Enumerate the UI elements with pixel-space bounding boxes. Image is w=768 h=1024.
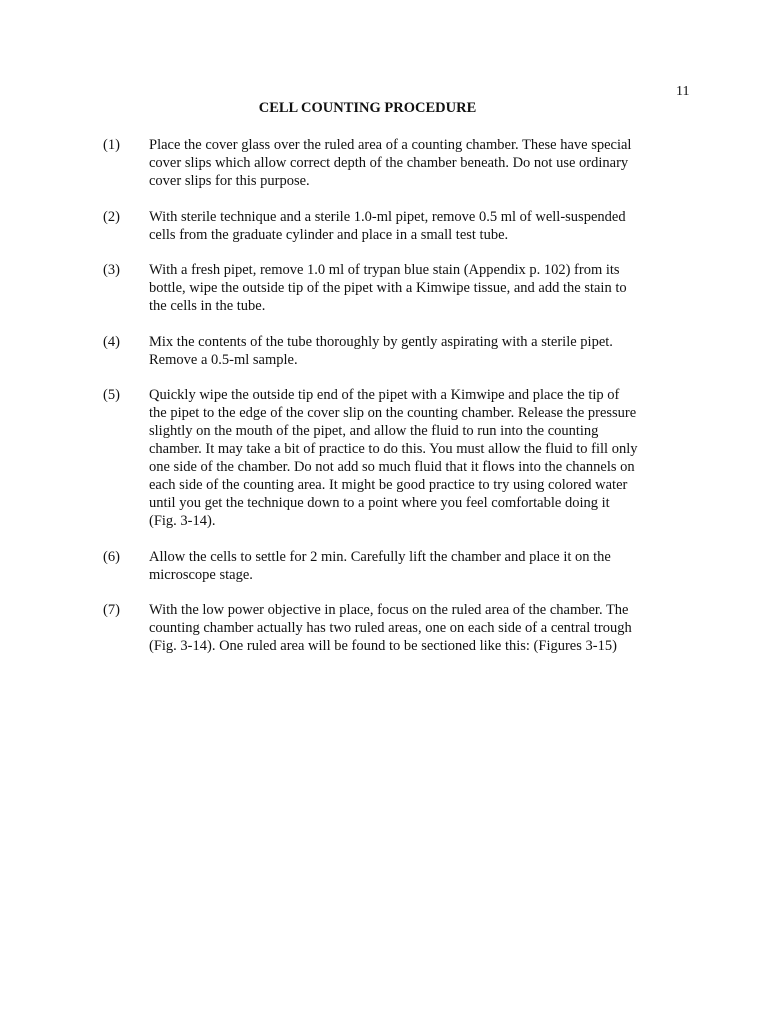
procedure-step-1 <box>103 136 638 190</box>
page-number: 11 <box>676 84 690 99</box>
step-text: Quickly wipe the outside tip end of the pipet with a Kimwipe and place the tip of the pipet to the edge of the cover slip on the counting chamber. Release the pressure slightly on the mouth of the pipet, and allow the fluid to run into the counting chamber. It may take a bit of practice to do this. You must allow the fluid to fill only one side of the chamber. Do not add so much fluid that it flows into the channels on each side of the counting area. It might be good practice to try using colored water until you get the technique down to a point where you feel comfortable doing it (Fig. 3-14). <box>149 387 638 529</box>
procedure-step-2 <box>103 208 638 244</box>
step-number: (5) <box>103 387 120 403</box>
step-text: With sterile technique and a sterile 1.0-ml pipet, remove 0.5 ml of well-suspended cells from the graduate cylinder and place in a small test tube. <box>149 208 626 243</box>
step-text: Mix the contents of the tube thoroughly by gently aspirating with a sterile pipet. Remove a 0.5-ml sample. <box>149 333 613 368</box>
step-text: With a fresh pipet, remove 1.0 ml of trypan blue stain (Appendix p. 102) from its bottle, wipe the outside tip of the pipet with a Kimwipe tissue, and add the stain to the cells in the tube. <box>149 262 627 314</box>
procedure-step-4 <box>103 333 638 369</box>
procedure-steps-list <box>103 136 638 673</box>
procedure-step-5 <box>103 386 638 530</box>
page-title: CELL COUNTING PROCEDURE <box>258 100 477 116</box>
step-number: (4) <box>103 333 120 350</box>
step-text: Place the cover glass over the ruled area of a counting chamber. These have special cover slips which allow correct depth of the chamber beneath. Do not use ordinary cover slips for this purpose. <box>149 137 632 189</box>
step-text: With the low power objective in place, focus on the ruled area of the chamber. The counting chamber actually has two ruled areas, one on each side of a central trough (Fig. 3-14). One ruled area will be found to be sectioned like this: (Figures 3-15) <box>149 602 632 654</box>
step-text: Allow the cells to settle for 2 min. Carefully lift the chamber and place it on the microscope stage. <box>149 548 611 583</box>
step-number: (6) <box>103 548 120 565</box>
procedure-step-7 <box>103 601 638 655</box>
step-number: (3) <box>103 262 120 278</box>
procedure-step-6 <box>103 548 638 584</box>
step-number: (7) <box>103 602 120 618</box>
step-number: (1) <box>103 137 120 153</box>
procedure-step-3 <box>103 261 638 315</box>
step-number: (2) <box>103 208 120 225</box>
